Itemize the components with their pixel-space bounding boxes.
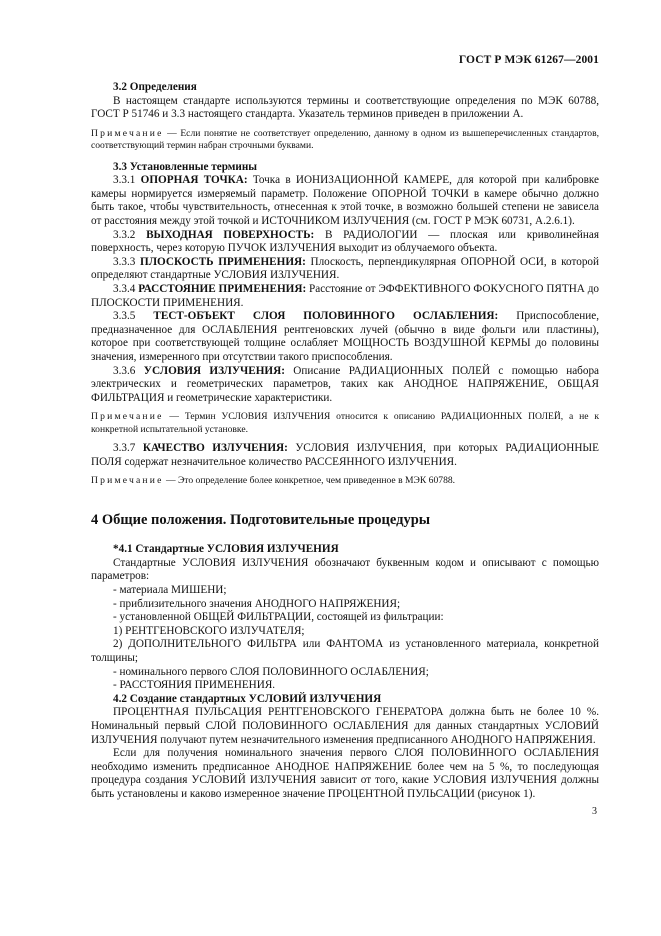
section-3-2-body: В настоящем стандарте используются термины и соответствующие определения по МЭК 60788, ГОСТ Р 51746 и 3.3 настоящего стандарта. Указатель терминов приведен в приложении А. xyxy=(91,94,599,121)
term-definition: УСЛОВИЯ ИЗЛУЧЕНИЯ, при которых РАДИАЦИОННЫЕ ПОЛЯ содержат незначительное количество РАССЕЯННОГО ИЗЛУЧЕНИЯ. xyxy=(91,442,600,468)
term-definition: В РАДИОЛОГИИ — плоская или криволинейная поверхность, через которую ПУЧОК ИЗЛУЧЕНИЯ выходит из облучаемого объекта. xyxy=(91,228,600,255)
section-4-2-paragraph-1: ПРОЦЕНТНАЯ ПУЛЬСАЦИЯ РЕНТГЕНОВСКОГО ГЕНЕРАТОРА должна быть не более 10 %. Номинальный первый СЛОЙ ПОЛОВИННОГО ОСЛАБЛЕНИЯ для данных стандартных УСЛОВИЙ ИЗЛУЧЕНИЯ получают путем незначительного изменения предписанного АНОДНОГО НАПРЯЖЕНИЯ. xyxy=(91,706,599,746)
list-item: - номинального первого СЛОЯ ПОЛОВИННОГО ОСЛАБЛЕНИЯ; xyxy=(113,665,429,678)
list-item: - приблизительного значения АНОДНОГО НАПРЯЖЕНИЯ; xyxy=(113,597,401,610)
term-name: ВЫХОДНАЯ ПОВЕРХНОСТЬ: xyxy=(146,228,315,241)
term-definition: Описание РАДИАЦИОННЫХ ПОЛЕЙ с помощью набора электрических и геометрических параметров, таких как АНОДНОЕ НАПРЯЖЕНИЕ, ОБЩАЯ ФИЛЬТРАЦИЯ и геометрические характеристики. xyxy=(91,364,600,404)
term-number: 3.3.1 xyxy=(113,174,141,187)
section-4-2-paragraph-2: Если для получения номинального значения первого СЛОЯ ПОЛОВИННОГО ОСЛАБЛЕНИЯ необходимо изменить предписанное АНОДНОЕ НАПРЯЖЕНИЕ более чем на 5 %, то последующая процедура создания УСЛОВИЙ ИЗЛУЧЕНИЯ зависит от того, какие УСЛОВИЯ ИЗЛУЧЕНИЯ должны быть установлены и каково измеренное значение ПРОЦЕНТНОЙ ПУЛЬСАЦИИ (рисунок 1). xyxy=(91,747,599,800)
note-2 xyxy=(91,411,599,436)
term-number: 3.3.5 xyxy=(113,310,154,323)
page-number: 3 xyxy=(592,806,597,817)
term-3-3-1 xyxy=(91,174,599,228)
note-3 xyxy=(91,475,599,487)
note-label: Примечание xyxy=(91,411,164,423)
term-3-3-5 xyxy=(91,310,599,364)
term-definition: Точка в ИОНИЗАЦИОННОЙ КАМЕРЕ, для которой при калибровке камеры нормируется измеряемый параметр. Положение ОПОРНОЙ ТОЧКИ в камере обычно должно быть такое, чтобы чувствительность, отнесенная к этой точке, в возможно большей степени не зависела от расстояния между этой точкой и ИСТОЧНИКОМ ИЗЛУЧЕНИЯ (см. ГОСТ Р МЭК 60731, А.2.6.1). xyxy=(91,174,599,227)
term-3-3-7 xyxy=(91,442,599,469)
section-3-2-heading: 3.2 Определения xyxy=(113,81,197,93)
term-definition: Расстояние от ЭФФЕКТИВНОГО ФОКУСНОГО ПЯТНА до ПЛОСКОСТИ ПРИМЕНЕНИЯ. xyxy=(91,282,600,309)
standard-header: ГОСТ Р МЭК 61267—2001 xyxy=(458,54,599,66)
note-text: — Если понятие не соответствует определению, данному в одном из вышеперечисленных стандартов, соответствующий термин набран строчными буквами. xyxy=(91,127,599,152)
list-item: 2) ДОПОЛНИТЕЛЬНОГО ФИЛЬТРА или ФАНТОМА из установленного материала, конкретной толщины; xyxy=(91,638,599,665)
list-item: 1) РЕНТГЕНОВСКОГО ИЗЛУЧАТЕЛЯ; xyxy=(113,624,305,637)
list-item: - установленной ОБЩЕЙ ФИЛЬТРАЦИИ, состоящей из фильтрации: xyxy=(113,611,444,624)
term-number: 3.3.3 xyxy=(113,255,141,268)
term-definition: Плоскость, перпендикулярная ОПОРНОЙ ОСИ, в которой определяют стандартные УСЛОВИЯ ИЗЛУЧЕНИЯ. xyxy=(91,255,599,282)
list-item: - РАССТОЯНИЯ ПРИМЕНЕНИЯ. xyxy=(113,679,276,692)
section-4-1-body: Стандартные УСЛОВИЯ ИЗЛУЧЕНИЯ обозначают буквенным кодом и описывают с помощью параметров: xyxy=(91,556,599,583)
term-name: РАССТОЯНИЕ ПРИМЕНЕНИЯ: xyxy=(138,282,307,295)
term-number: 3.3.4 xyxy=(113,282,139,295)
term-name: ТЕСТ-ОБЪЕКТ СЛОЯ ПОЛОВИННОГО ОСЛАБЛЕНИЯ: xyxy=(153,310,499,323)
term-name: УСЛОВИЯ ИЗЛУЧЕНИЯ: xyxy=(143,364,285,377)
section-3-3-heading: 3.3 Установленные термины xyxy=(113,160,258,173)
note-text: — Термин УСЛОВИЯ ИЗЛУЧЕНИЯ относится к описанию РАДИАЦИОННЫХ ПОЛЕЙ, а не к конкретной испытательной установке. xyxy=(91,411,599,435)
term-number: 3.3.2 xyxy=(113,228,147,241)
section-4-1-heading: *4.1 Стандартные УСЛОВИЯ ИЗЛУЧЕНИЯ xyxy=(113,543,339,556)
note-label: Примечание xyxy=(91,127,164,139)
term-3-3-6 xyxy=(91,365,599,406)
term-number: 3.3.7 xyxy=(113,442,143,455)
term-3-3-3 xyxy=(91,256,599,283)
term-name: ОПОРНАЯ ТОЧКА: xyxy=(140,174,248,187)
page-content xyxy=(91,81,599,802)
term-3-3-2 xyxy=(91,229,599,256)
term-name: ПЛОСКОСТЬ ПРИМЕНЕНИЯ: xyxy=(140,255,306,268)
term-3-3-4 xyxy=(91,283,599,310)
note-label: Примечание xyxy=(91,475,164,487)
term-definition: Приспособление, предназначенное для ОСЛАБЛЕНИЯ рентгеновских лучей (обычно в виде фольги или пластины), которое при соответствующей толщине ослабляет МОЩНОСТЬ ВОЗДУШНОЙ КЕРМЫ до половины значения, измеренного при отсутствии такого приспособления. xyxy=(91,310,599,363)
section-4-heading: 4 Общие положения. Подготовительные процедуры xyxy=(91,511,431,528)
list-item: - материала МИШЕНИ; xyxy=(113,584,227,597)
section-4-2-heading: 4.2 Создание стандартных УСЛОВИЙ ИЗЛУЧЕНИЯ xyxy=(113,692,382,705)
term-name: КАЧЕСТВО ИЗЛУЧЕНИЯ: xyxy=(142,442,288,455)
term-number: 3.3.6 xyxy=(113,364,144,377)
note-1 xyxy=(91,128,599,153)
note-text: — Это определение более конкретное, чем приведенное в МЭК 60788. xyxy=(163,475,456,487)
